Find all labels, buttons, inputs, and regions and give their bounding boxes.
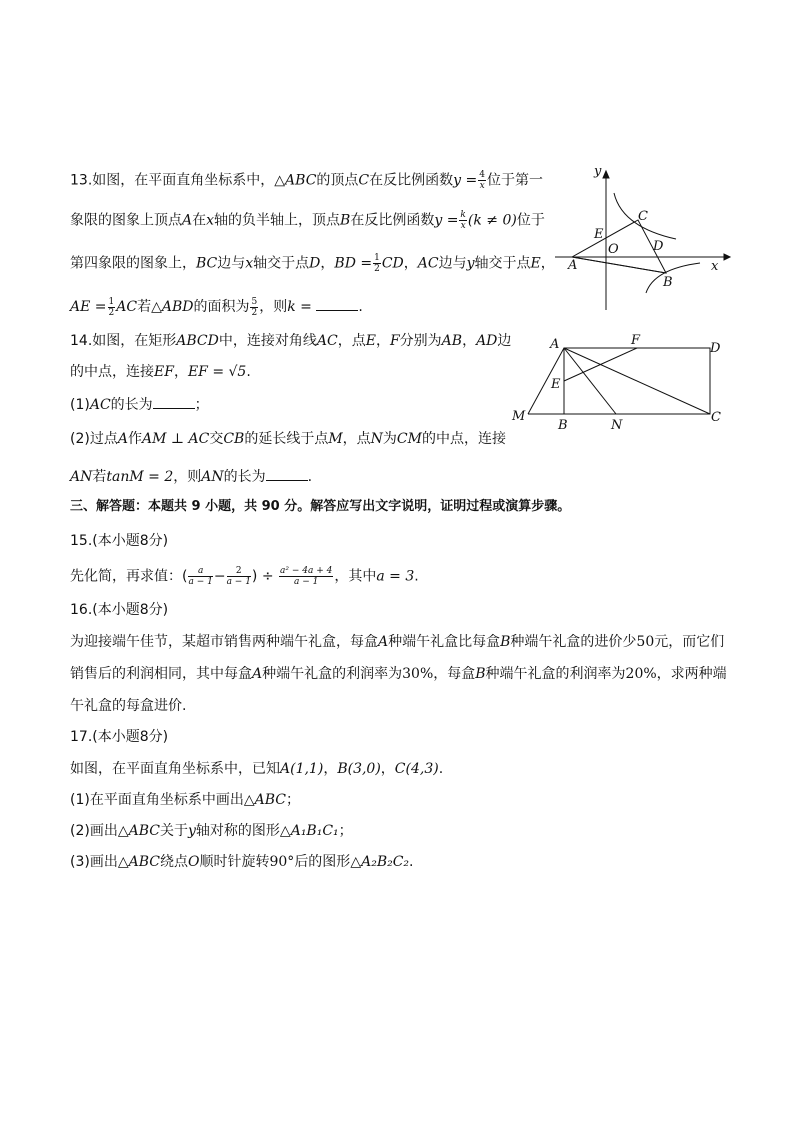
label-f: F: [631, 333, 641, 348]
label-e: E: [594, 227, 604, 242]
label-b: B: [558, 418, 568, 433]
label-e: E: [551, 377, 561, 392]
q17-line-2: (1)在平面直角坐标系中画出△ABC；: [70, 792, 300, 808]
q17-line-4: (3)画出△ABC绕点O顺时针旋转90°后的图形△A₂B₂C₂.: [70, 854, 414, 870]
label-b: B: [663, 275, 673, 290]
q13-line-2: 象限的图象上顶点A在x轴的负半轴上，顶点B在反比例函数y = $\frac{k}{x}$ (k ≠ 0)位于: [70, 210, 545, 231]
q14-line-2: 的中点，连接EF，EF = √5.: [70, 364, 251, 380]
y-axis-arrow: [603, 171, 609, 178]
label-d: D: [653, 239, 664, 254]
q14-rectangle-figure: [510, 333, 725, 433]
hyperbola-quadrant-4: [646, 263, 700, 293]
label-d: D: [710, 341, 721, 356]
answer-blank: [316, 296, 358, 311]
q14-line-4: (2)过点A作AM ⊥ AC交CB的延长线于点M，点N为CM的中点，连接: [70, 431, 506, 447]
q13-line-3: 第四象限的图象上，BC边与x轴交于点D，BD = $\frac{1}{2}$ CD，AC边与y轴交于点E，: [70, 253, 555, 274]
label-o: O: [608, 242, 619, 257]
q16-line-3: 午礼盒的每盒进价.: [70, 698, 187, 714]
q17-heading: 17.(本小题8分): [70, 729, 169, 745]
answer-blank: [266, 466, 308, 481]
label-a: A: [550, 337, 560, 352]
label-c: C: [711, 410, 721, 425]
label-m: M: [512, 409, 526, 424]
q13-line-4: AE = $\frac{1}{2}$ AC若△ABD的面积为 $\frac{5}{2}$ ，则k = .: [70, 296, 363, 318]
section-3-heading: 三、解答题：本题共 9 小题，共 90 分。解答应写出文字说明，证明过程或演算步骤。: [70, 499, 571, 514]
label-a: A: [568, 258, 578, 273]
fraction-4-over-x: $\frac{4}{x}$: [479, 170, 485, 191]
label-y: y: [594, 165, 602, 179]
fraction-k-over-x: $\frac{k}{x}$: [460, 210, 466, 231]
fraction-five-halves: $\frac{5}{2}$: [251, 296, 258, 318]
q15-heading: 15.(本小题8分): [70, 533, 169, 549]
q13-line-1: 13.如图，在平面直角坐标系中，△ABC的顶点C在反比例函数y = $\frac{4}{x}$ 位于第一: [70, 170, 543, 191]
fraction-one-half: $\frac{1}{2}$: [108, 296, 115, 318]
segment-ab: [572, 257, 666, 273]
fraction-a-over-a-minus-1: $\frac{a}{a - 1}$: [188, 566, 213, 587]
label-c: C: [638, 209, 648, 224]
q13-coordinate-figure: [550, 165, 740, 315]
q16-line-2: 销售后的利润相同，其中每盒A种端午礼盒的利润率为30%，每盒B种端午礼盒的利润率为20%，求两种端: [70, 666, 727, 682]
fraction-one-half: $\frac{1}{2}$: [374, 253, 380, 274]
label-n: N: [611, 418, 623, 433]
q17-line-3: (2)画出△ABC关于y轴对称的图形△A₁B₁C₁；: [70, 823, 353, 839]
segment-an: [564, 348, 616, 414]
label-x: x: [711, 259, 719, 274]
q16-line-1: 为迎接端午佳节，某超市销售两种端午礼盒，每盒A种端午礼盒比每盒B种端午礼盒的进价少50元，而它们: [70, 634, 725, 650]
answer-blank: [153, 394, 195, 409]
fraction-quadratic-over-a-minus-1: $\frac{\text{a² − 4a + 4}}{a - 1}$: [280, 566, 333, 587]
q16-heading: 16.(本小题8分): [70, 602, 169, 618]
diagonal-ac: [564, 348, 710, 414]
q14-line-5: AN若tanM = 2，则AN的长为 .: [70, 466, 312, 487]
fraction-2-over-a-minus-1: $\frac{2}{a - 1}$: [226, 566, 251, 587]
x-axis-arrow: [724, 254, 730, 260]
q14-line-3: (1)AC的长为 ；: [70, 394, 209, 415]
q17-line-1: 如图，在平面直角坐标系中，已知A(1,1)，B(3,0)，C(4,3).: [70, 761, 444, 777]
q15-line-1: 先化简，再求值：( $\frac{a}{a - 1}$ − $\frac{2}{a - 1}$ ) ÷ $\frac{\text{a² − 4a + 4}}{a - 1}$ ，其中a = 3.: [70, 566, 419, 587]
q14-line-1: 14.如图，在矩形ABCD中，连接对角线AC，点E，F分别为AB，AD边: [70, 333, 512, 349]
